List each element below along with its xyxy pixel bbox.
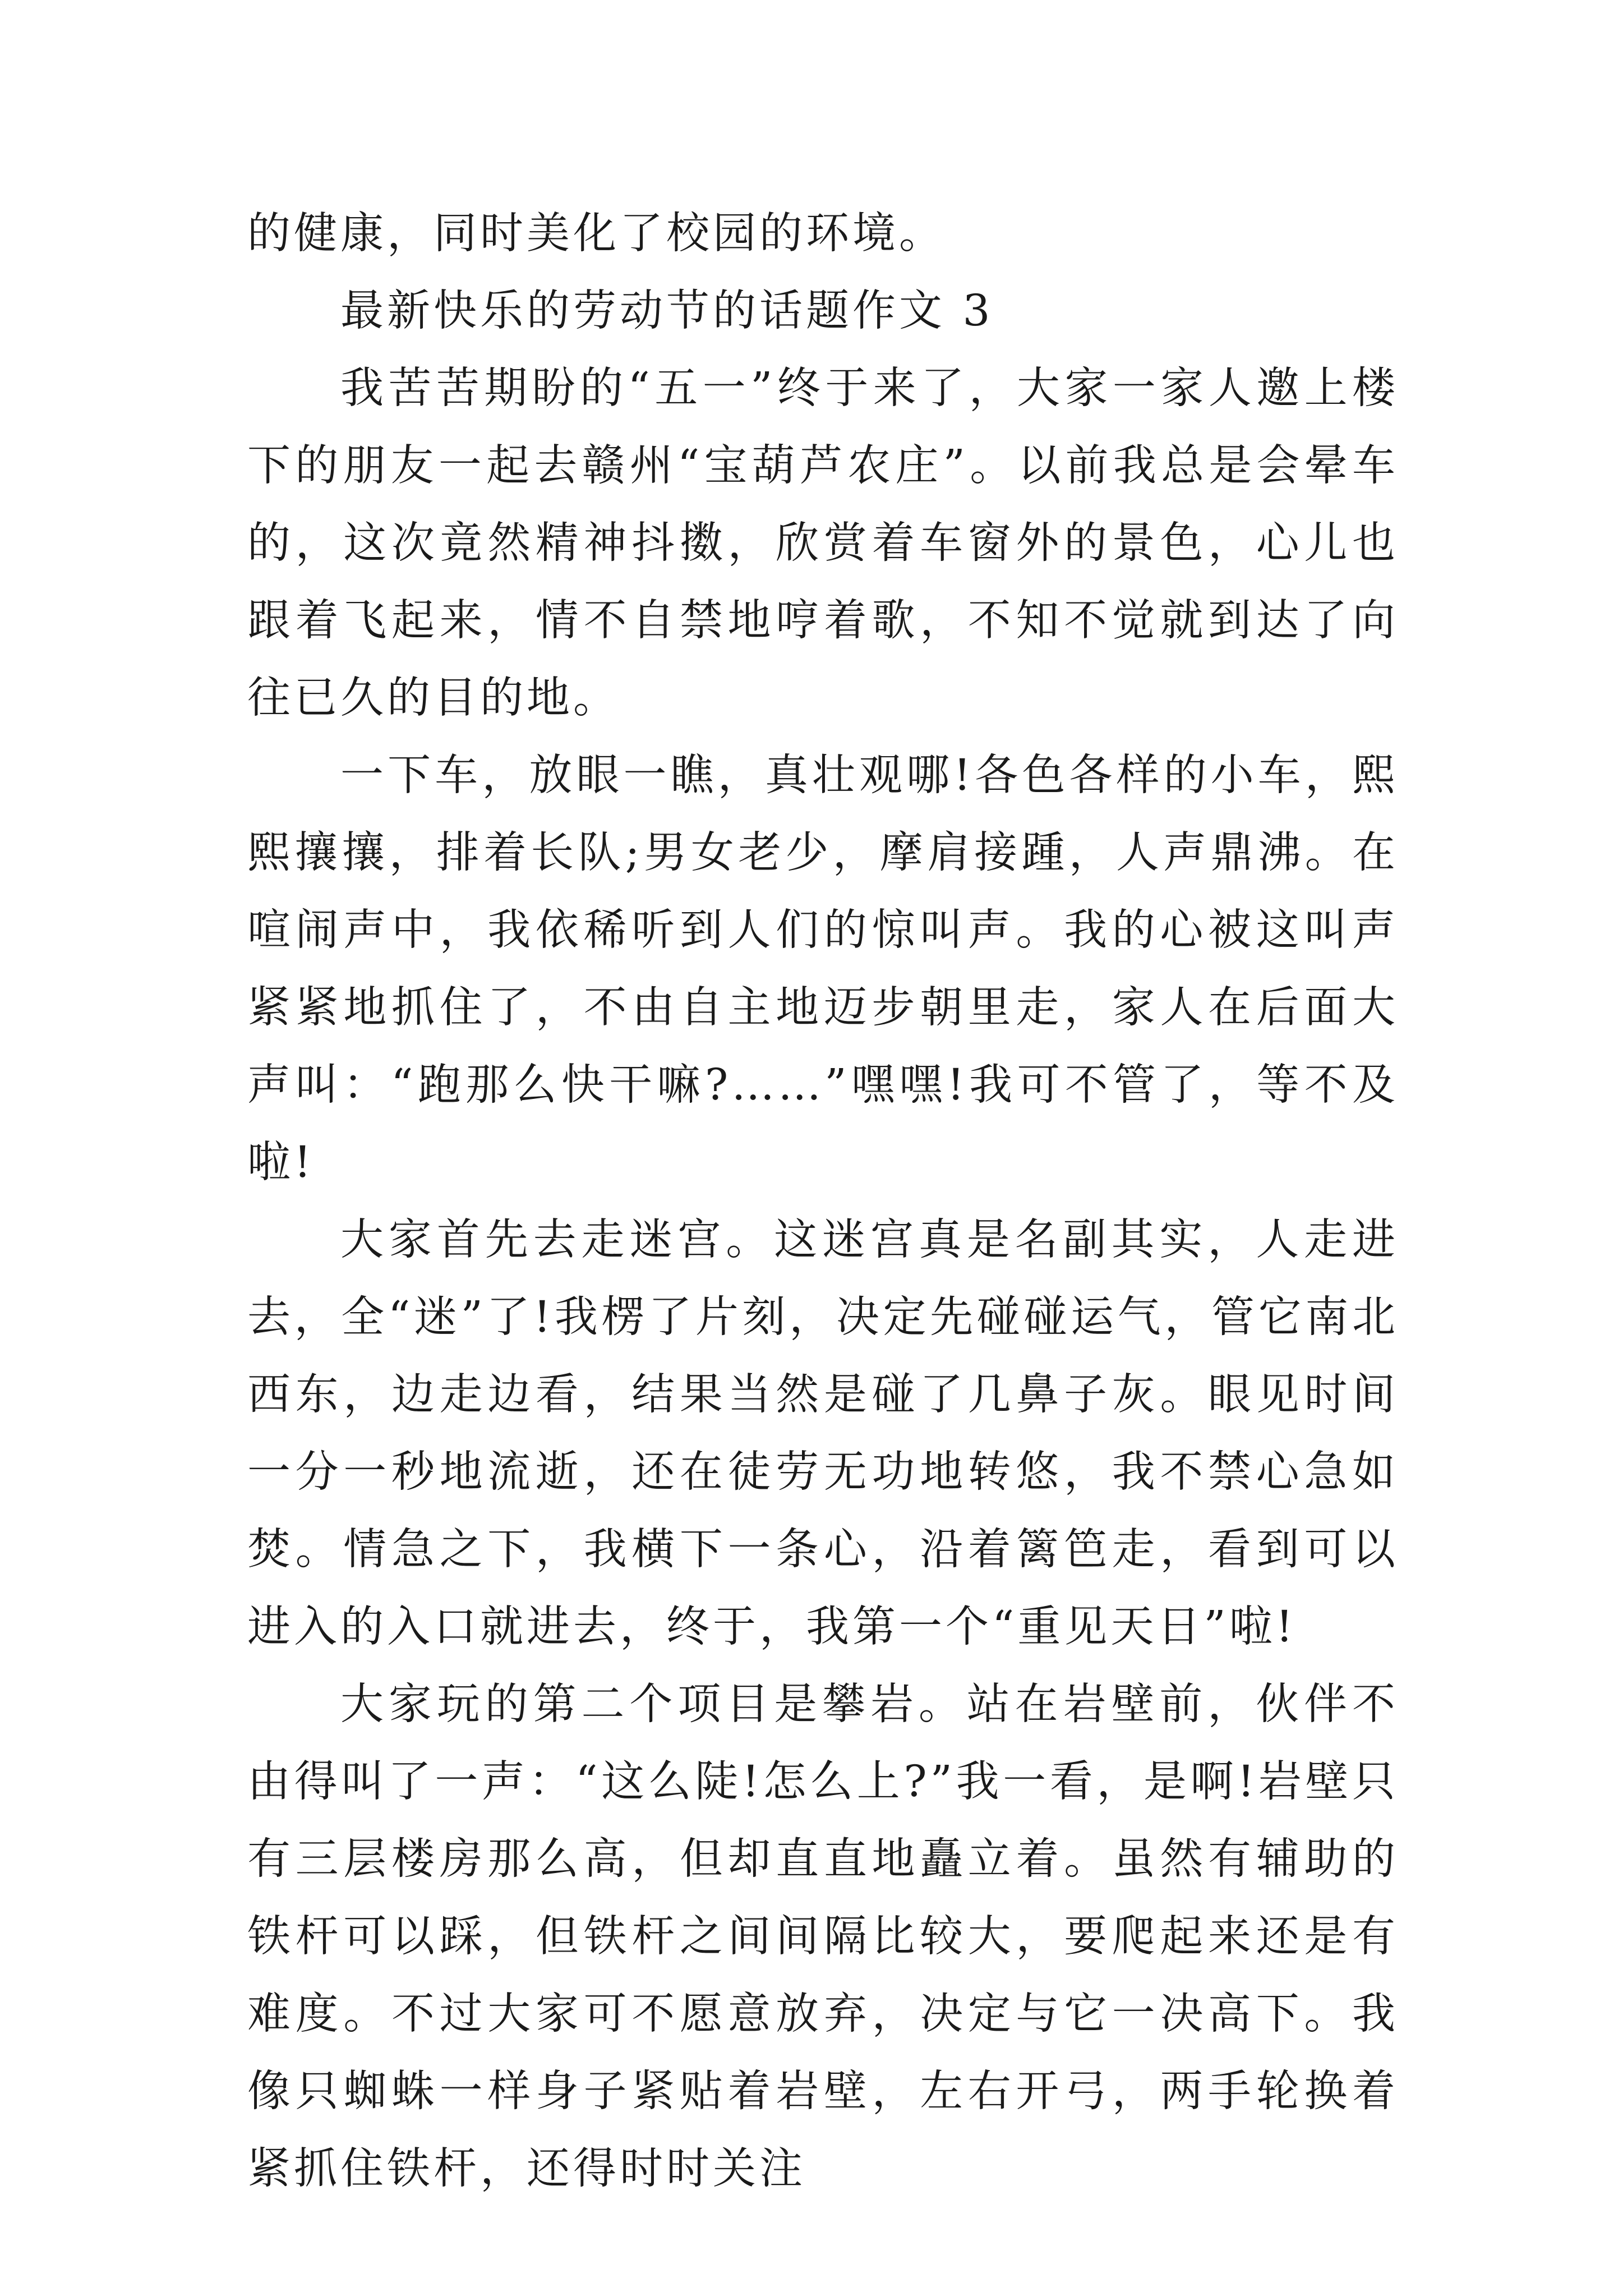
paragraph-continuation: 的健康，同时美化了校园的环境。 [247,209,946,259]
paragraph-maze: 大家首先去走迷宫。这迷宫真是名副其实，人走进去，全“迷”了!我楞了片刻，决定先碰碰运气，管它南北西东，边走边看，结果当然是碰了几鼻子灰。眼见时间一分一秒地流逝，还在徒劳无功地转悠，我不禁心急如焚。情急之下，我横下一条心，沿着篱笆走，看到可以进入的入口就进去，终于，我第一个“重见天日”啦! [247,1215,1399,1652]
article-body [247,195,1399,2208]
paragraph-arrival: 我苦苦期盼的“五一”终于来了，大家一家人邀上楼下的朋友一起去赣州“宝葫芦农庄”。以前我总是会晕车的，这次竟然精神抖擞，欣赏着车窗外的景色，心儿也跟着飞起来，情不自禁地哼着歌，不知不觉就到达了向往已久的目的地。 [247,364,1399,723]
paragraph-crowd: 一下车，放眼一瞧，真壮观哪!各色各样的小车，熙熙攘攘，排着长队;男女老少，摩肩接踵，人声鼎沸。在喧闹声中，我依稀听到人们的惊叫声。我的心被这叫声紧紧地抓住了，不由自主地迈步朝里走，家人在后面大声叫：“跑那么快干嘛?……”嘿嘿!我可不管了，等不及啦! [247,751,1399,1188]
section-heading: 最新快乐的劳动节的话题作文 3 [340,286,994,336]
paragraph-climbing: 大家玩的第二个项目是攀岩。站在岩壁前，伙伴不由得叫了一声：“这么陡!怎么上?”我一看，是啊!岩壁只有三层楼房那么高，但却直直地矗立着。虽然有辅助的铁杆可以踩，但铁杆之间间隔比较大，要爬起来还是有难度。不过大家可不愿意放弃，决定与它一决高下。我像只蜘蛛一样身子紧贴着岩壁，左右开弓，两手轮换着紧抓住铁杆，还得时时关注 [247,1680,1399,2194]
